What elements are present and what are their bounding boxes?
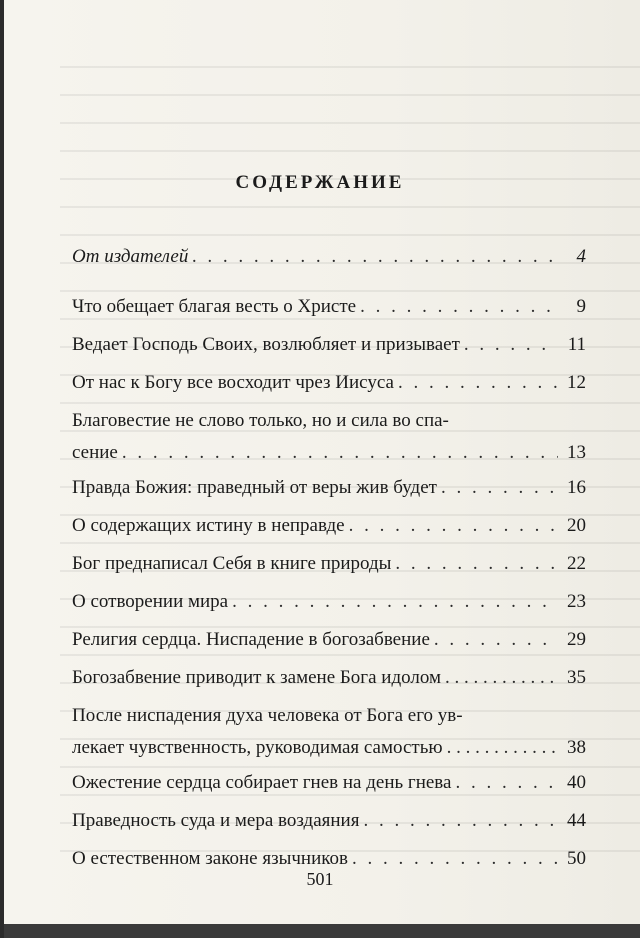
toc-entry: [72, 238, 586, 276]
toc-entry-title: От издателей: [72, 246, 189, 267]
dot-leader: [441, 469, 558, 507]
toc-entry-page: 13: [567, 442, 586, 463]
dot-leader: [398, 364, 558, 402]
toc-entry-page: 4: [576, 246, 586, 267]
toc-entry-title: лекает чувственность, руководимая самостью: [72, 737, 443, 758]
toc-entry-page: 35: [567, 667, 586, 688]
toc-entry-page: 40: [567, 772, 586, 793]
page-title: СОДЕРЖАНИЕ: [235, 172, 405, 193]
toc-entry-title: сение: [72, 442, 118, 463]
toc-entry-page: 29: [567, 629, 586, 650]
dot-leader: [192, 238, 558, 276]
toc-entry-title: Богозабвение приводит к замене Бога идолом: [72, 667, 442, 688]
toc-entry-page: 50: [567, 848, 586, 869]
toc-entry: [72, 545, 586, 583]
toc-entry-title: Праведность суда и мера воздаяния: [72, 810, 360, 831]
dot-leader: [232, 583, 558, 621]
toc-entry: [72, 583, 586, 621]
table-of-contents: [72, 238, 586, 878]
toc-entry-page: 11: [567, 334, 586, 355]
toc-entry: [72, 659, 586, 697]
toc-entry-page: 9: [576, 296, 586, 317]
dot-leader: [395, 545, 558, 583]
toc-entry-page: 20: [567, 515, 586, 536]
toc-entry: [72, 288, 586, 326]
toc-entry: [72, 507, 586, 545]
toc-entry-page: 44: [567, 810, 586, 831]
scan-edge-left: [0, 0, 4, 938]
toc-entry: [72, 326, 586, 364]
page-number: 501: [306, 869, 334, 889]
toc-entry-title: Ожестение сердца собирает гнев на день гнева: [72, 772, 452, 793]
toc-entry: [72, 437, 586, 469]
toc-entry-title-line1: После ниспадения духа человека от Бога его ув-: [72, 705, 463, 726]
toc-entry: [72, 764, 586, 802]
toc-entry-title-line1: Благовестие не слово только, но и сила во спа-: [72, 410, 449, 431]
dot-leader: [122, 437, 558, 469]
toc-entry: [72, 621, 586, 659]
toc-entry-title: О содержащих истину в неправде: [72, 515, 345, 536]
toc-entry-page: 12: [567, 372, 586, 393]
toc-entry-title: От нас к Богу все восходит чрез Иисуса: [72, 372, 394, 393]
dot-leader: [464, 326, 558, 364]
toc-entry-title: Бог преднаписал Себя в книге природы: [72, 553, 392, 574]
dot-leader: [349, 507, 558, 545]
toc-entry-page: 16: [567, 477, 586, 498]
dot-leader: [455, 764, 558, 802]
dot-leader: [360, 288, 558, 326]
dot-leader: [447, 732, 560, 764]
toc-entry-title: Ведает Господь Своих, возлюбляет и призывает: [72, 334, 460, 355]
toc-entry-page: 22: [567, 553, 586, 574]
scan-edge-bottom: [0, 924, 640, 938]
toc-entry-title: Религия сердца. Ниспадение в богозабвение: [72, 629, 430, 650]
toc-entry-page: 23: [567, 591, 586, 612]
toc-entry-title: О естественном законе язычников: [72, 848, 348, 869]
toc-entry-title: О сотворении мира: [72, 591, 229, 612]
toc-entry: [72, 364, 586, 402]
toc-entry-title: Что обещает благая весть о Христе: [72, 296, 357, 317]
toc-entry-page: 38: [567, 737, 586, 758]
dot-leader: [363, 802, 558, 840]
toc-entry: [72, 732, 586, 764]
toc-entry-title: Правда Божия: праведный от веры жив будет: [72, 477, 437, 498]
toc-entry: [72, 469, 586, 507]
dot-leader: [434, 621, 558, 659]
toc-entry: [72, 802, 586, 840]
dot-leader: [445, 659, 560, 697]
